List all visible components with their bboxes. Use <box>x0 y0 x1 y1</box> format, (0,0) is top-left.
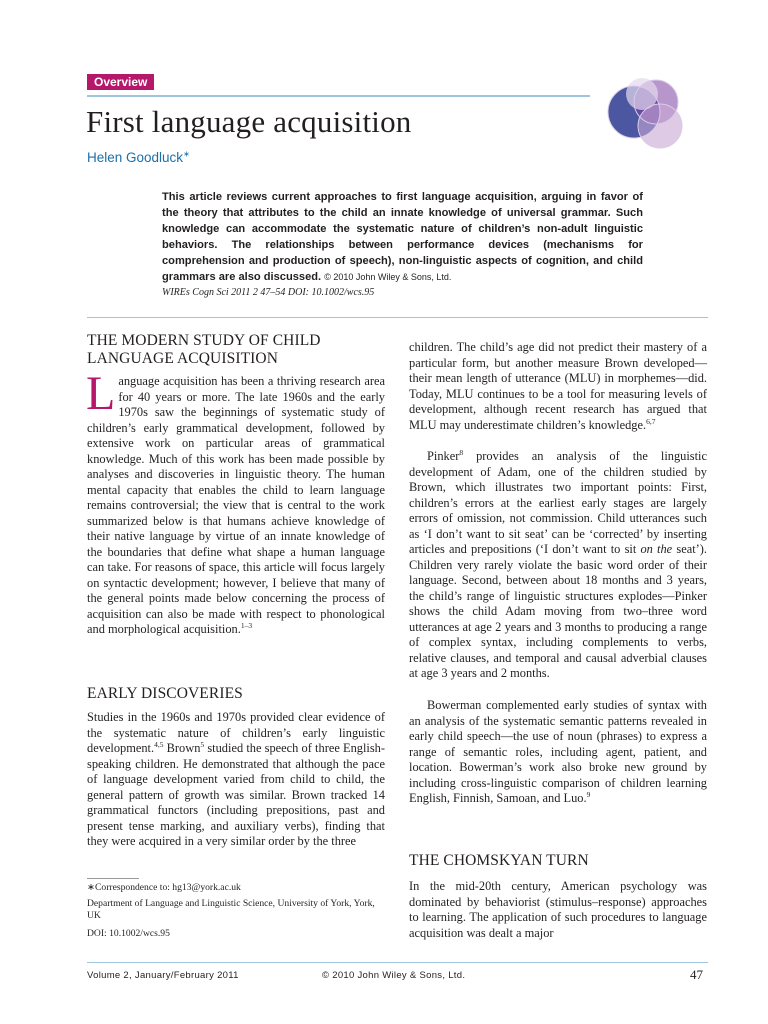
header-rule <box>87 95 590 97</box>
journal-logo-icon <box>602 72 690 152</box>
article-title: First language acquisition <box>86 104 412 139</box>
paragraph-pinker-b: provides an analysis of the linguistic development of Adam, one of the children studied by Brown, which illustrates two important points: First, children’s errors at the earliest early stages are largely errors of omission, not commission. Child utterances such as ‘I don’t want to sit seat’ can be ‘corrected’ by inserting articles and prepositions (‘I don’t want to sit <box>409 449 707 556</box>
abstract <box>162 190 643 285</box>
paragraph-bowerman <box>409 698 707 807</box>
paragraph-pinker-a: Pinker <box>427 449 460 463</box>
footnote-doi[interactable]: DOI: 10.1002/wcs.95 <box>87 928 170 939</box>
ref-9: 9 <box>586 789 591 799</box>
section-rule <box>87 317 708 318</box>
section-heading-chomskyan-turn: THE CHOMSKYAN TURN <box>409 852 589 869</box>
footer-volume: Volume 2, January/February 2011 <box>87 970 239 981</box>
paragraph-pinker-emphasis: on the <box>640 542 673 556</box>
paragraph-early-text-a: Studies in the 1960s and 1970s provided clear evidence of the systematic nature of children’s early linguistic development. <box>87 710 385 755</box>
footnote-correspondence[interactable]: ∗Correspondence to: hg13@york.ac.uk <box>87 882 241 893</box>
paragraph-early-text-c: studied the speech of three English-speaking children. He demonstrated that although the pace of language development varied from child to child, the general pattern of growth was similar. Brown tracked 14 grammatical functors (including prepositions, past and present tense marking, and auxiliary verbs), finding that they were acquired in a very similar order by the three <box>87 741 385 848</box>
paragraph-brown-continued <box>409 340 707 433</box>
paragraph-intro-text: anguage acquisition has been a thriving research area for 40 years or more. The late 1960s and the early 1970s saw the beginnings of systematic study of children’s early grammatical development, followed by extensive work on particular areas of grammatical knowledge. Much of this work has been made possible by analyses and discoveries in linguistic theory. The human mental capacity that enables the child to learn language remains controversial; the view that is central to the work summarized below is that humans achieve knowledge of their native language by virtue of an innate knowledge of the boundaries that define what shape a human language can take. For reasons of space, this article will focus largely on syntactic development; however, I believe that many of the general points made below concerning the process of acquisition can also be made with respect to phonological and morphological acquisition. <box>87 374 385 636</box>
ref-8: 8 <box>459 447 464 457</box>
paragraph-chomskyan: In the mid-20th century, American psychology was dominated by behaviorist (stimulus–response) approaches to learning. The application of such procedures to language acquisition was dealt a major <box>409 879 707 940</box>
author-name[interactable] <box>87 150 190 165</box>
paragraph-intro <box>86 367 385 638</box>
paragraph-early-text-b: Brown <box>163 741 201 755</box>
author-mark: ∗ <box>183 149 190 159</box>
article-type-badge: Overview <box>87 74 154 90</box>
author-label: Helen Goodluck <box>87 150 184 165</box>
paragraph-brown-text: children. The child’s age did not predict their mastery of a particular form, but another measure Brown developed—their mean length of utterance (MLU) in morphemes—did. Today, MLU continues to be a tool for measuring levels of development, although recent research has argued that MLU may underestimate children’s knowledge. <box>409 340 707 432</box>
footer-copyright: © 2010 John Wiley & Sons, Ltd. <box>322 970 466 981</box>
footnote-department: Department of Language and Linguistic Science, University of York, York, UK <box>87 898 375 921</box>
ref-5: 5 <box>200 739 205 749</box>
page-number: 47 <box>690 967 703 982</box>
abstract-copyright: © 2010 John Wiley & Sons, Ltd. <box>324 271 452 282</box>
ref-4-5: 4,5 <box>154 739 164 749</box>
paragraph-pinker <box>409 449 707 682</box>
paragraph-pinker-c: seat’). Children very rarely violate the basic word order of their language. Second, between about 18 months and 3 years, the child’s range of linguistic structures explodes—Pinker shows the child Adam moving from two–three word utterances at age 2 years and 3 months to producing a range of complex syntax, including complements to verbs, relative clauses, and temporal and causal adverbial clauses at age 3 years and 2 months. <box>409 542 707 680</box>
heading-line-1: THE MODERN STUDY OF CHILD <box>87 332 321 349</box>
section-heading-early-discoveries: EARLY DISCOVERIES <box>87 685 243 702</box>
ref-1-3: 1–3 <box>240 620 253 630</box>
heading-line-2: LANGUAGE ACQUISITION <box>87 350 278 367</box>
paragraph-bowerman-text: Bowerman complemented early studies of syntax with an analysis of the systematic semantic patterns revealed in early child speech—the use of noun (phrases) to express a range of semantic roles, including agent, patient, and location. Bowerman’s work also broke new ground by including cross-linguistic comparison of children learning English, Finnish, Samoan, and Luo. <box>409 698 707 805</box>
citation: WIREs Cogn Sci 2011 2 47–54 DOI: 10.1002/wcs.95 <box>162 287 375 298</box>
footnote-rule <box>87 878 139 879</box>
abstract-text: This article reviews current approaches to first language acquisition, arguing in favor of the theory that attributes to the child an innate knowledge of universal grammar. Such knowledge can accommodate the systematic nature of children’s non-adult linguistic behaviors. The relationships between performance devices (mechanisms for comprehension and production of speech), non-linguistic aspects of cognition, and child grammars are also discussed. <box>162 191 643 283</box>
paragraph-early <box>87 710 385 850</box>
ref-6-7: 6,7 <box>646 416 656 426</box>
drop-cap: L <box>86 367 116 420</box>
footer-rule <box>87 962 708 963</box>
section-heading-modern-study <box>87 332 321 368</box>
